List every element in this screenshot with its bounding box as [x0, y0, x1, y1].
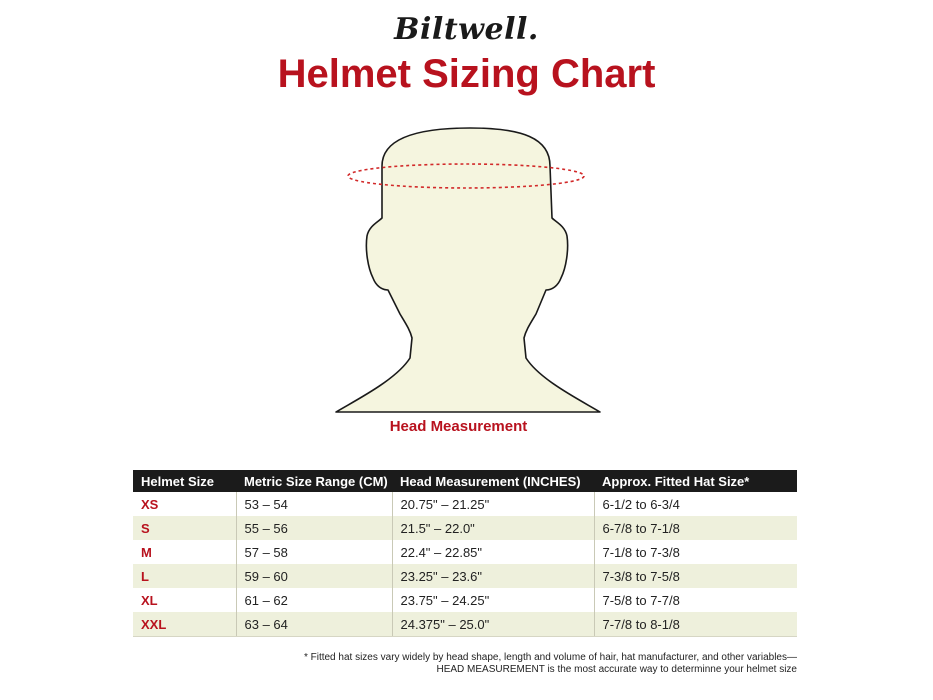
footnote-line: HEAD MEASUREMENT is the most accurate way to determinne your helmet size: [436, 664, 797, 675]
table-row: [133, 588, 797, 612]
table-row: [133, 492, 797, 516]
head-measurement-caption: Head Measurement: [389, 418, 528, 435]
brand-logo: Biltwell.: [394, 12, 539, 47]
inches-cell: 21.5" – 22.0": [392, 516, 594, 540]
metric-cell: 61 – 62: [236, 588, 392, 612]
hat-size-cell: 6-7/8 to 7-1/8: [594, 516, 797, 540]
column-header: Metric Size Range (CM): [236, 470, 392, 492]
size-cell: M: [141, 544, 152, 560]
column-header: Helmet Size: [133, 470, 236, 492]
hat-size-cell: 7-1/8 to 7-3/8: [594, 540, 797, 564]
table-row: [133, 564, 797, 588]
table-header-row: [133, 470, 797, 492]
size-cell: S: [133, 516, 236, 540]
column-header: Approx. Fitted Hat Size*: [594, 470, 797, 492]
table-row: [133, 516, 797, 540]
metric-cell: 63 – 64: [236, 612, 392, 637]
inches-cell: 22.4" – 22.85": [392, 540, 594, 564]
hat-size-cell: 7-7/8 to 8-1/8: [594, 612, 797, 637]
head-silhouette-icon: [330, 118, 610, 418]
metric-cell: 57 – 58: [236, 540, 392, 564]
inches-cell: 23.25" – 23.6": [392, 564, 594, 588]
size-table: [133, 470, 797, 637]
size-cell: XXL: [133, 612, 236, 637]
hat-size-cell: 7-5/8 to 7-7/8: [594, 588, 797, 612]
metric-cell: 59 – 60: [236, 564, 392, 588]
footnote: [304, 652, 797, 676]
footnote-line: * Fitted hat sizes vary widely by head shape, length and volume of hair, hat manufacturer, and other variables—: [303, 652, 797, 663]
table-row: [133, 612, 797, 637]
column-header: Head Measurement (INCHES): [392, 470, 594, 492]
inches-cell: 23.75" – 24.25": [392, 588, 594, 612]
hat-size-cell: 7-3/8 to 7-5/8: [594, 564, 797, 588]
table-row: [133, 540, 797, 564]
metric-cell: 55 – 56: [236, 516, 392, 540]
hat-size-cell: 6-1/2 to 6-3/4: [594, 492, 797, 516]
inches-cell: 24.375" – 25.0": [392, 612, 594, 637]
size-cell: L: [133, 564, 236, 588]
page-title: Helmet Sizing Chart: [277, 52, 656, 96]
size-cell: XS: [141, 496, 159, 512]
head-illustration: [330, 118, 610, 418]
metric-cell: 53 – 54: [236, 492, 392, 516]
inches-cell: 20.75" – 21.25": [392, 492, 594, 516]
size-cell: XL: [141, 592, 158, 608]
